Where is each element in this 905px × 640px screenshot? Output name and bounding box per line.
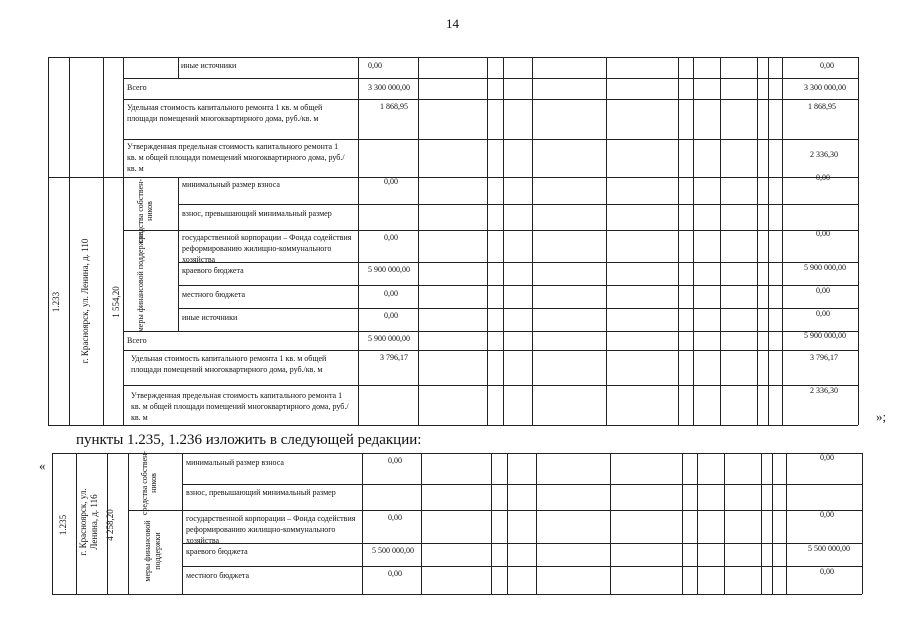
row-label: государственной корпорации – Фонда содействия реформированию жилищно-коммунального хозяйства (186, 514, 356, 545)
address: г. Красноярск, ул. Ленина, д. 110 (80, 238, 90, 364)
address: г. Красноярск, ул. Ленина, д. 116 (78, 488, 99, 556)
row-value: 2 336,30 (810, 386, 838, 395)
row-label: минимальный размер взноса (182, 180, 280, 189)
row-label: взнос, превышающий минимальный размер (186, 488, 336, 497)
row-value: 0,00 (368, 61, 382, 70)
row-label: Утвержденная предельная стоимость капитального ремонта 1 кв. м общей площади помещений многоквартирного дома, руб./кв. м (131, 391, 349, 422)
row-value: 1 868,95 (380, 102, 408, 111)
group-own-funds: средства собствен-ников (136, 178, 154, 244)
row-value: 0,00 (388, 569, 402, 578)
row-label: местного бюджета (186, 571, 250, 580)
row-value: 0,00 (388, 456, 402, 465)
instruction-text: пункты 1.235, 1.236 изложить в следующей редакции: (76, 432, 422, 448)
row-label: иные источники (182, 313, 238, 322)
row-label: взнос, превышающий минимальный размер (182, 209, 332, 218)
item-number: 1.233 (51, 291, 61, 313)
row-value: 0,00 (820, 61, 834, 70)
row-label: Утвержденная предельная стоимость капитального ремонта 1 кв. м общей площади помещений многоквартирного дома, руб./кв. м (127, 142, 345, 173)
row-value: 0,00 (384, 311, 398, 320)
row-label: Всего (127, 336, 147, 345)
page-number: 14 (446, 16, 459, 31)
row-value: 3 300 000,00 (368, 83, 410, 92)
row-value: 0,00 (816, 173, 830, 182)
open-quote: « (39, 458, 46, 473)
row-value: 5 900 000,00 (804, 331, 846, 340)
item-number: 1.235 (58, 514, 68, 536)
row-value: 3 796,17 (810, 353, 838, 362)
row-label: Удельная стоимость капитального ремонта 1 кв. м общей площади помещений многоквартирного дома, руб./кв. м (127, 103, 323, 123)
row-label: Всего (127, 83, 147, 92)
row-label: государственной корпорации – Фонда содействия реформированию жилищно-коммунального хозяйства (182, 233, 352, 264)
group-own-funds: средства собствен-ников (140, 450, 158, 516)
row-label: иные источники (181, 61, 237, 70)
row-value: 2 336,30 (810, 150, 838, 159)
row-label: краевого бюджета (182, 266, 244, 275)
row-value: 3 796,17 (380, 353, 408, 362)
row-value: 5 500 000,00 (808, 544, 850, 553)
row-value: 5 900 000,00 (368, 334, 410, 343)
row-value: 0,00 (820, 567, 834, 576)
row-value: 5 500 000,00 (372, 546, 414, 555)
row-label: минимальный размер взноса (186, 458, 284, 467)
row-value: 0,00 (816, 229, 830, 238)
row-value: 0,00 (820, 510, 834, 519)
area: 4 258,20 (105, 509, 115, 541)
row-value: 0,00 (384, 289, 398, 298)
row-label: краевого бюджета (186, 547, 248, 556)
row-label: местного бюджета (182, 290, 246, 299)
row-value: 0,00 (820, 453, 834, 462)
row-value: 0,00 (384, 233, 398, 242)
row-value: 0,00 (384, 177, 398, 186)
row-value: 0,00 (388, 513, 402, 522)
row-value: 1 868,95 (808, 102, 836, 111)
row-value: 0,00 (816, 286, 830, 295)
group-financial-support: меры финансовой поддержки (136, 231, 145, 333)
row-value: 0,00 (816, 309, 830, 318)
group-financial-support: меры финансовой поддержки (143, 520, 162, 582)
row-value: 5 900 000,00 (368, 265, 410, 274)
row-label: Удельная стоимость капитального ремонта 1 кв. м общей площади помещений многоквартирного дома, руб./кв. м (131, 354, 327, 374)
row-value: 5 900 000,00 (804, 263, 846, 272)
closing-mark: »; (876, 409, 887, 424)
area: 1 554,20 (111, 286, 121, 318)
row-value: 3 300 000,00 (804, 83, 846, 92)
